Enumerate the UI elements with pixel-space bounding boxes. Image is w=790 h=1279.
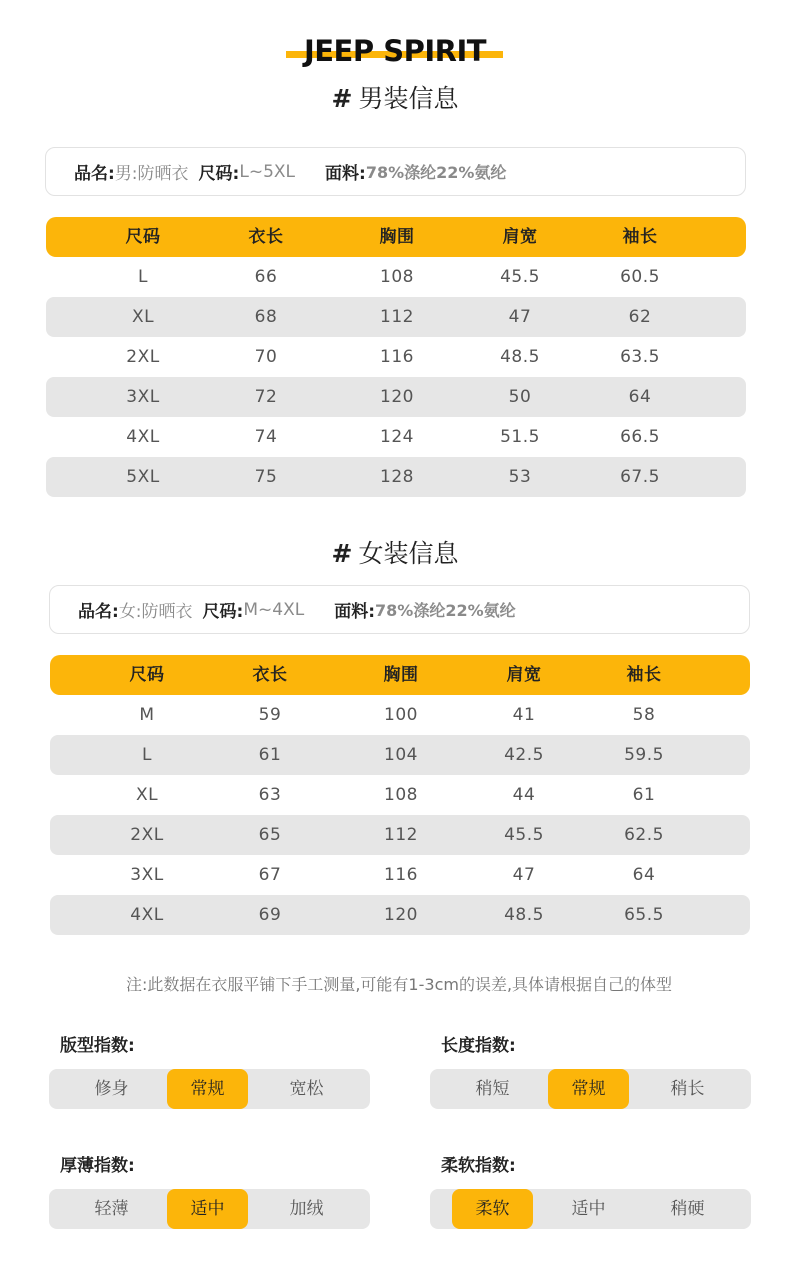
- brand-title: JEEP SPIRIT: [303, 34, 487, 68]
- table-row: [46, 337, 746, 377]
- fabric-value: 78%涤纶22%氨纶: [365, 163, 507, 182]
- table-header-cell: 衣长: [248, 227, 284, 247]
- index-option: 稍硬: [670, 1199, 705, 1219]
- thickness-index-track: [49, 1189, 370, 1229]
- index-option: 常规: [167, 1069, 248, 1109]
- table-row: [46, 377, 746, 417]
- men-info-box: [45, 147, 746, 196]
- fit-index-label: 版型指数:: [60, 1036, 135, 1056]
- table-cell: 60.5: [620, 267, 660, 287]
- table-header-row: [50, 655, 750, 695]
- table-cell: 64: [632, 865, 656, 885]
- table-cell: 112: [380, 307, 414, 327]
- table-cell: 108: [384, 785, 418, 805]
- fabric-label: 面料:: [325, 164, 366, 184]
- table-cell: 59.5: [624, 745, 664, 765]
- table-cell: 72: [254, 387, 278, 407]
- table-cell: XL: [135, 785, 159, 805]
- men-section-heading: [0, 79, 790, 115]
- table-cell: 48.5: [500, 347, 540, 367]
- table-cell: 59: [258, 705, 282, 725]
- table-cell: 63.5: [620, 347, 660, 367]
- size-label: 尺码:: [202, 602, 244, 622]
- table-row: [50, 775, 750, 815]
- table-cell: 68: [254, 307, 278, 327]
- table-row: [50, 855, 750, 895]
- table-row: [50, 815, 750, 855]
- table-cell: 65.5: [624, 905, 664, 925]
- index-option: 修身: [94, 1079, 129, 1099]
- women-section-heading: [0, 534, 790, 570]
- measurement-note: 注:此数据在衣服平铺下手工测量,可能有1-3cm的误差,具体请根据自己的体型: [125, 975, 673, 994]
- fabric-label: 面料:: [334, 602, 376, 622]
- table-cell: 120: [380, 387, 414, 407]
- length-index-label: 长度指数:: [441, 1036, 516, 1056]
- table-row: [46, 417, 746, 457]
- index-option: 稍长: [670, 1079, 705, 1099]
- table-cell: 42.5: [504, 745, 544, 765]
- table-cell: 69: [258, 905, 282, 925]
- thickness-index-label: 厚薄指数:: [60, 1156, 135, 1176]
- table-cell: 48.5: [504, 905, 544, 925]
- table-cell: 74: [254, 427, 278, 447]
- table-row: [46, 257, 746, 297]
- index-option: 适中: [571, 1199, 606, 1219]
- table-cell: 5XL: [126, 467, 160, 487]
- table-cell: 67.5: [620, 467, 660, 487]
- women-heading-text: 女装信息: [358, 539, 459, 568]
- table-cell: 128: [380, 467, 414, 487]
- table-cell: 116: [380, 347, 414, 367]
- softness-index-track: [430, 1189, 751, 1229]
- table-cell: 3XL: [130, 865, 164, 885]
- table-cell: 58: [632, 705, 656, 725]
- table-cell: 61: [258, 745, 282, 765]
- table-cell: 116: [384, 865, 418, 885]
- table-cell: 66: [254, 267, 278, 287]
- table-header-cell: 尺码: [125, 227, 161, 247]
- table-cell: 47: [512, 865, 536, 885]
- table-header-cell: 衣长: [252, 665, 288, 685]
- table-cell: 45.5: [504, 825, 544, 845]
- index-option: 稍短: [475, 1079, 510, 1099]
- table-cell: 64: [628, 387, 652, 407]
- table-cell: L: [138, 267, 148, 287]
- size-value: M~4XL: [243, 599, 305, 620]
- table-cell: 124: [380, 427, 414, 447]
- table-cell: 100: [384, 705, 418, 725]
- table-cell: 120: [384, 905, 418, 925]
- table-cell: 62: [628, 307, 652, 327]
- table-cell: 4XL: [130, 905, 164, 925]
- table-cell: 66.5: [620, 427, 660, 447]
- table-cell: L: [142, 745, 152, 765]
- table-cell: 62.5: [624, 825, 664, 845]
- name-value: 女:防晒衣: [118, 602, 193, 622]
- table-header-cell: 胸围: [379, 227, 415, 247]
- table-cell: 2XL: [126, 347, 160, 367]
- index-option: 常规: [548, 1069, 629, 1109]
- table-cell: 51.5: [500, 427, 540, 447]
- table-cell: 112: [384, 825, 418, 845]
- name-label: 品名:: [74, 164, 115, 184]
- table-header-cell: 胸围: [383, 665, 419, 685]
- name-value: 男:防晒衣: [114, 164, 189, 184]
- table-row: [50, 735, 750, 775]
- index-option: 轻薄: [94, 1199, 129, 1219]
- table-cell: 63: [258, 785, 282, 805]
- table-cell: 65: [258, 825, 282, 845]
- men-size-table: [46, 217, 746, 497]
- table-cell: XL: [131, 307, 155, 327]
- table-cell: 44: [512, 785, 536, 805]
- women-size-table: [50, 655, 750, 935]
- hash-icon: #: [331, 539, 353, 568]
- index-option: 宽松: [289, 1079, 324, 1099]
- size-label: 尺码:: [198, 164, 240, 184]
- table-cell: 2XL: [130, 825, 164, 845]
- table-header-row: [46, 217, 746, 257]
- table-cell: 45.5: [500, 267, 540, 287]
- hash-icon: #: [331, 84, 353, 113]
- size-value: L~5XL: [239, 161, 296, 182]
- table-header-cell: 尺码: [129, 665, 165, 685]
- table-cell: 4XL: [126, 427, 160, 447]
- table-row: [46, 457, 746, 497]
- index-option: 适中: [167, 1189, 248, 1229]
- table-cell: 104: [384, 745, 418, 765]
- table-cell: 53: [508, 467, 532, 487]
- length-index-track: [430, 1069, 751, 1109]
- table-cell: 67: [258, 865, 282, 885]
- table-header-cell: 袖长: [626, 665, 662, 685]
- men-heading-text: 男装信息: [358, 84, 459, 113]
- table-cell: 61: [632, 785, 656, 805]
- fit-index-track: [49, 1069, 370, 1109]
- table-header-cell: 袖长: [622, 227, 658, 247]
- table-row: [50, 695, 750, 735]
- table-row: [50, 895, 750, 935]
- index-option: 加绒: [289, 1199, 324, 1219]
- table-cell: 41: [512, 705, 536, 725]
- table-cell: 70: [254, 347, 278, 367]
- table-cell: 50: [508, 387, 532, 407]
- table-header-cell: 肩宽: [502, 227, 538, 247]
- table-row: [46, 297, 746, 337]
- table-cell: 75: [254, 467, 278, 487]
- softness-index-label: 柔软指数:: [441, 1156, 516, 1176]
- fabric-value: 78%涤纶22%氨纶: [375, 601, 516, 620]
- name-label: 品名:: [78, 602, 119, 622]
- index-option: 柔软: [452, 1189, 533, 1229]
- table-cell: 47: [508, 307, 532, 327]
- table-cell: M: [139, 705, 155, 725]
- table-header-cell: 肩宽: [506, 665, 542, 685]
- table-cell: 108: [380, 267, 414, 287]
- table-cell: 3XL: [126, 387, 160, 407]
- women-info-box: [49, 585, 750, 634]
